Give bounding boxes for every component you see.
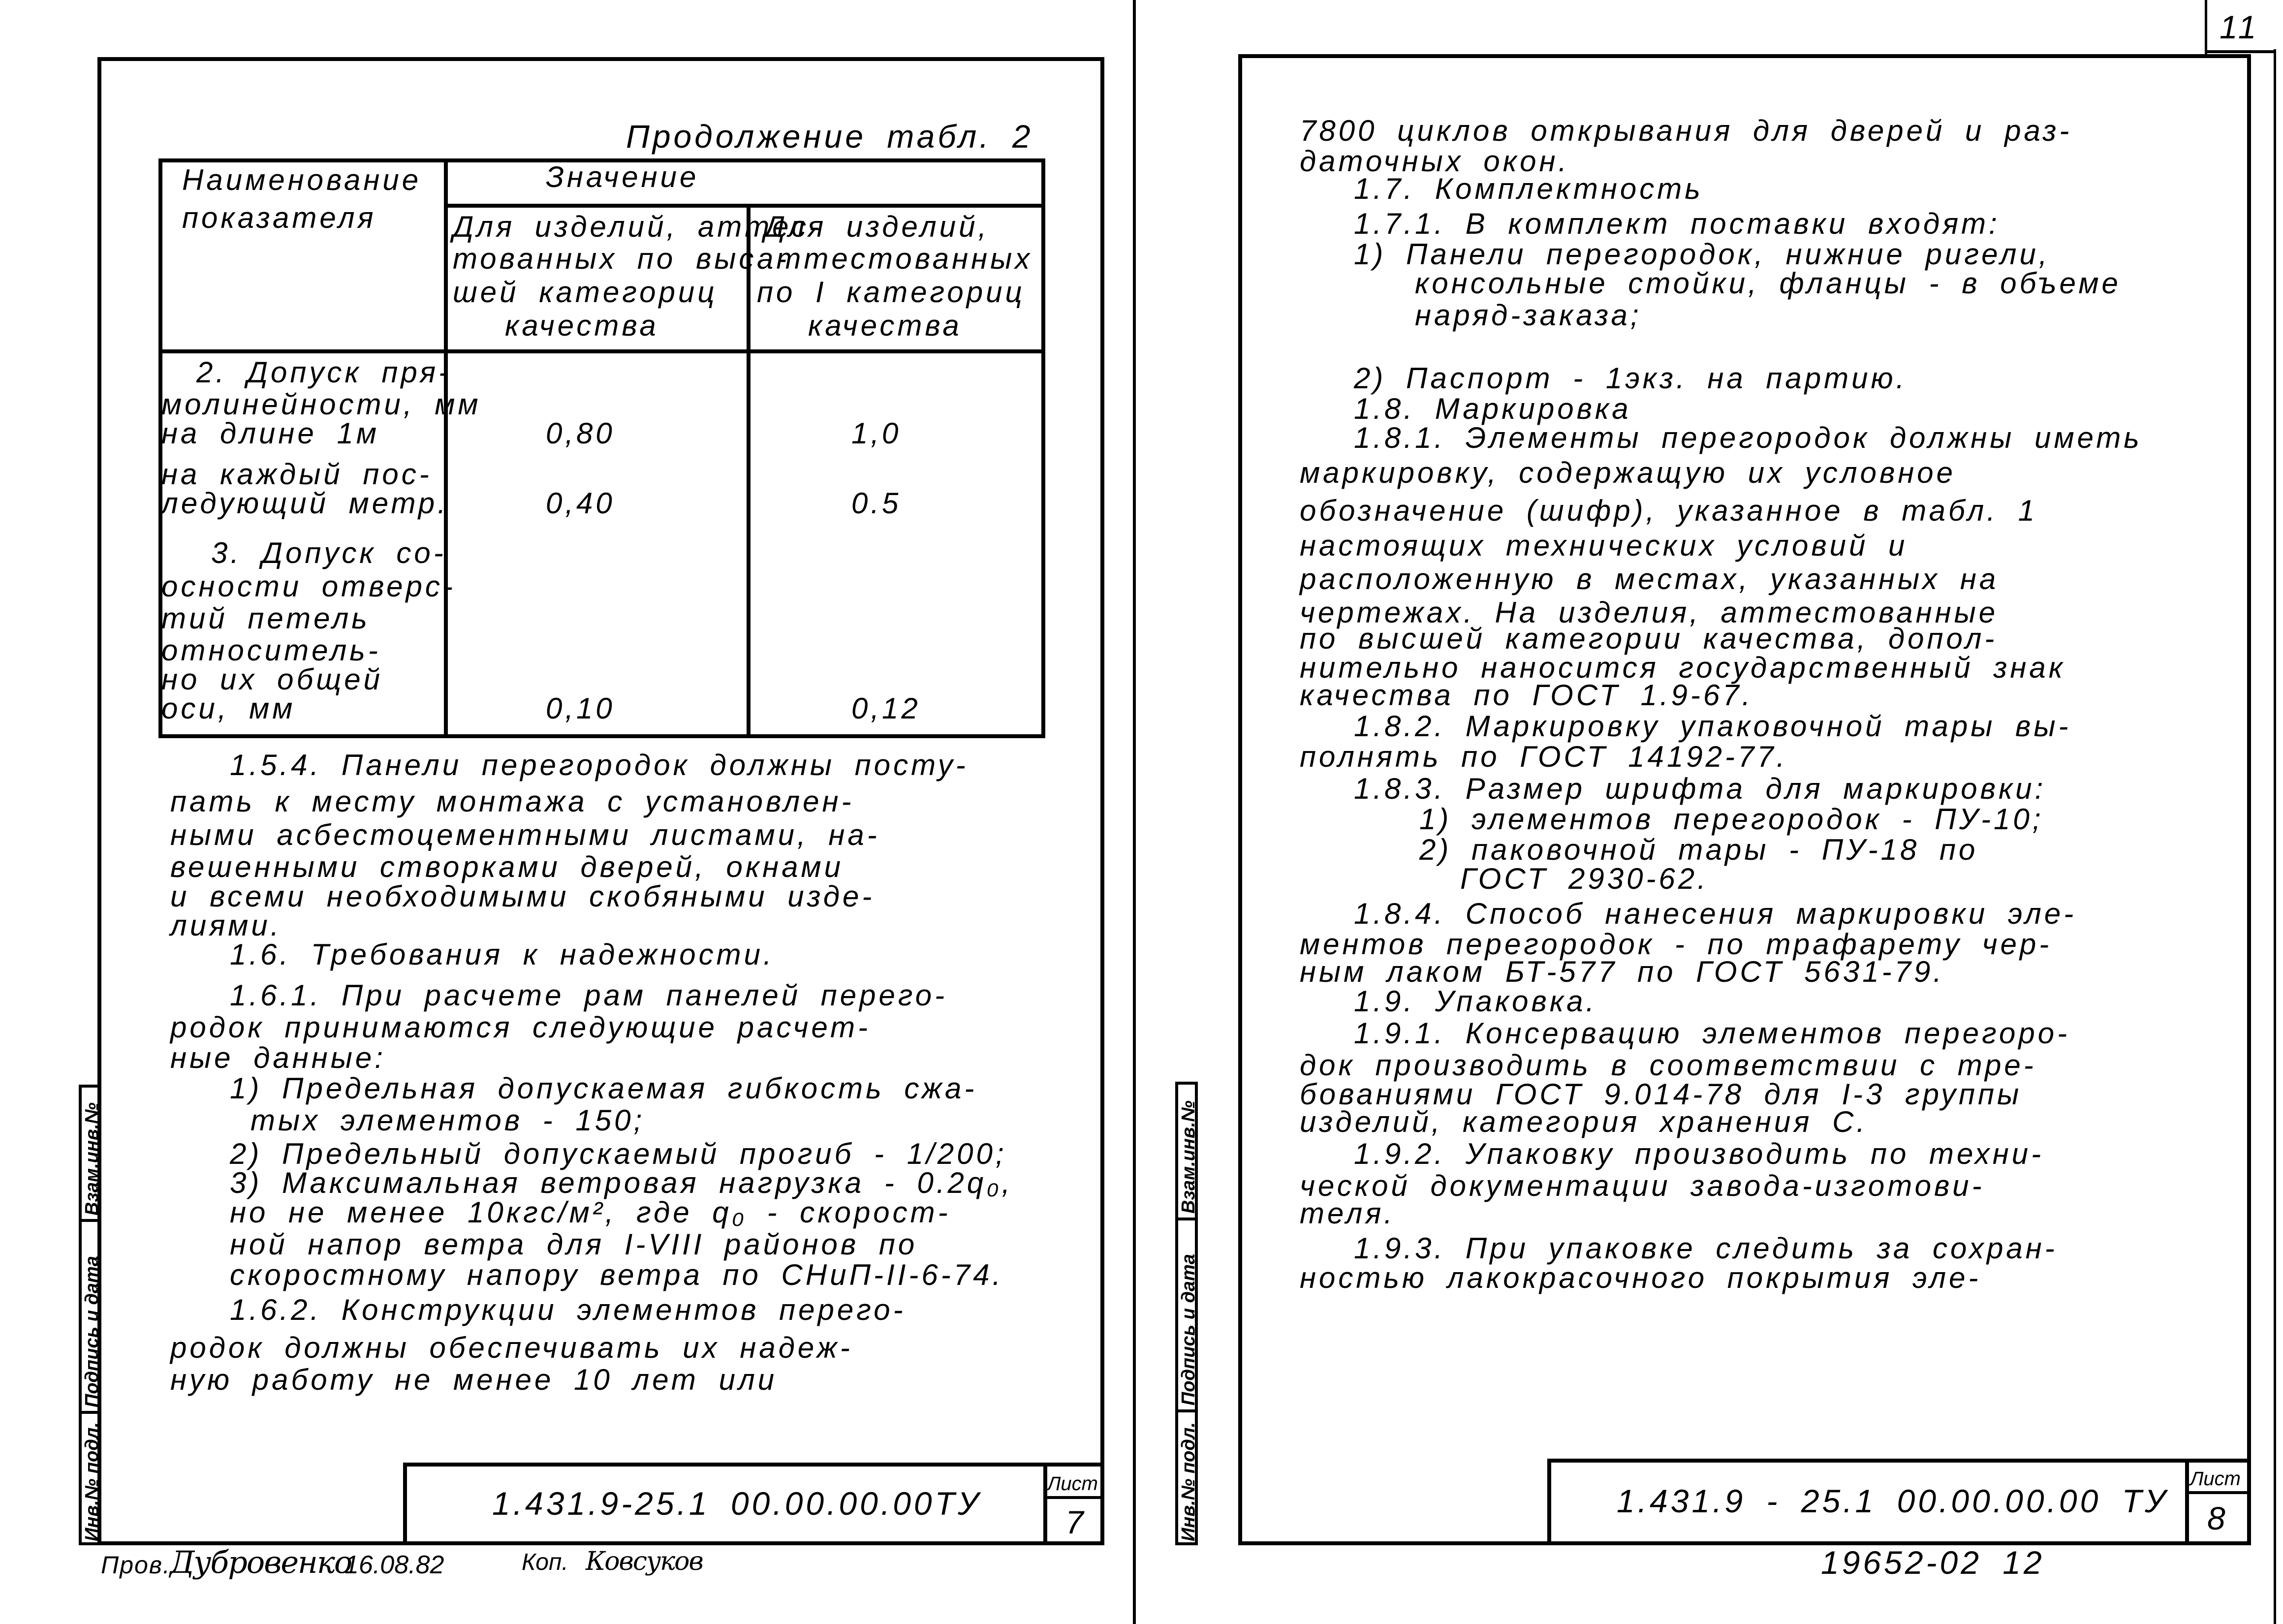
- body-text-line: родок должны обеспечивать их надеж-: [170, 1331, 853, 1364]
- corner-box-left: [2205, 0, 2207, 54]
- body-text-line: качества по ГОСТ 1.9-67.: [1300, 679, 1753, 712]
- checked-label: Пров.: [101, 1551, 171, 1579]
- body-text-line: ными асбестоцементными листами, на-: [170, 818, 880, 851]
- body-text-line: но не менее 10кгс/м², где q₀ - скорост-: [230, 1196, 951, 1229]
- table-row-name: 3. Допуск со-: [211, 536, 446, 569]
- body-text-line: 1.9.1. Консервацию элементов перегоро-: [1354, 1017, 2070, 1050]
- body-text-line: 1.8.3. Размер шрифта для маркировки:: [1354, 772, 2046, 805]
- body-text-line: нительно наносится государственный знак: [1300, 651, 2066, 684]
- body-text-line: док производить в соответствии с тре-: [1300, 1049, 2036, 1082]
- body-text-line: обозначение (шифр), указанное в табл. 1: [1300, 494, 2037, 527]
- table-row-name: оси, мм: [161, 692, 296, 725]
- body-text-line: родок принимаются следующие расчет-: [170, 1011, 871, 1044]
- body-text-line: наряд-заказа;: [1415, 299, 1642, 332]
- table-header-first-category: Для изделий,: [764, 210, 990, 243]
- body-text-line: расположенную в местах, указанных на: [1300, 562, 1999, 595]
- body-text-line: 1.5.4. Панели перегородок должны посту-: [230, 749, 969, 781]
- table-group-header-line: [444, 204, 1045, 208]
- stamp-replacement-inv: Взам.инв.№: [1178, 1100, 1199, 1214]
- sheet-number: 8: [2207, 1500, 2228, 1536]
- table-row-name: на длине 1м: [161, 417, 379, 450]
- body-text-line: 1) Панели перегородок, нижние ригели,: [1354, 238, 2050, 271]
- table-row-name: ледующий метр.: [161, 487, 449, 520]
- body-text-line: 1) Предельная допускаемая гибкость сжа-: [230, 1072, 977, 1105]
- table-header-bottom: [158, 349, 1045, 353]
- table-row-name: молинейности, мм: [161, 388, 481, 421]
- body-text-line: ментов перегородок - по трафарету чер-: [1300, 928, 2052, 961]
- table-header-first-category: качества: [808, 309, 962, 342]
- body-text-line: бованиями ГОСТ 9.014-78 для I-3 группы: [1300, 1078, 2022, 1111]
- body-text-line: 1.9. Упаковка.: [1354, 985, 1597, 1018]
- title-block-divider: [1043, 1463, 1047, 1545]
- body-text-line: изделий, категория хранения С.: [1300, 1105, 1868, 1138]
- table-cell-value: 0,10: [546, 692, 615, 725]
- table-cell-value: 0,12: [851, 692, 921, 725]
- right-edge-line: [2274, 49, 2276, 1624]
- table-row-name: осности отверс-: [161, 570, 456, 603]
- body-text-line: 1.6.2. Конструкции элементов перего-: [230, 1293, 906, 1326]
- table-header-top-category: качества: [505, 309, 659, 342]
- document-code: 1.431.9 - 25.1 00.00.00.00 ТУ: [1617, 1483, 2169, 1519]
- body-text-line: вешенными створками дверей, окнами: [170, 850, 844, 883]
- table-header-top-category: тованных по выс -: [453, 242, 790, 275]
- sheet-number: 7: [1065, 1504, 1087, 1540]
- body-text-line: 1.9.2. Упаковку производить по техни-: [1354, 1137, 2044, 1170]
- body-text-line: ную работу не менее 10 лет или: [170, 1363, 778, 1396]
- body-text-line: ческой документации завода-изготови-: [1300, 1169, 1985, 1202]
- body-text-line: 1.9.3. При упаковке следить за сохран-: [1354, 1232, 2058, 1265]
- body-text-line: 7800 циклов открывания для дверей и раз-: [1300, 114, 2072, 147]
- table-row-name: но их общей: [161, 663, 383, 696]
- document-code: 1.431.9-25.1 00.00.00.00ТУ: [492, 1485, 982, 1522]
- body-text-line: и всеми необходимыми скобяными изде-: [170, 880, 875, 913]
- table-cell-value: 0,40: [546, 487, 615, 520]
- body-text-line: 1) элементов перегородок - ПУ-10;: [1419, 803, 2044, 836]
- table-col-divider: [444, 158, 448, 738]
- stamp-replacement-inv: Взам.инв.№: [82, 1102, 102, 1216]
- body-text-line: 1.7. Комплектность: [1354, 172, 1703, 205]
- body-text-line: 1.8.1. Элементы перегородок должны иметь: [1354, 421, 2142, 454]
- body-text-line: консольные стойки, фланцы - в объеме: [1415, 267, 2121, 300]
- archive-number: 19652-02 12: [1821, 1544, 2045, 1581]
- table-header-first-category: аттестованных: [757, 242, 1033, 275]
- body-text-line: даточных окон.: [1300, 145, 1570, 178]
- body-text-line: 2) Паспорт - 1экз. на партию.: [1354, 362, 1908, 395]
- stamp-divider: [79, 1411, 101, 1414]
- page-divider: [1133, 0, 1136, 1624]
- stamp-original-inv: Инв.№ подл.: [82, 1422, 102, 1541]
- body-text-line: ной напор ветра для I-VIII районов по: [230, 1228, 918, 1261]
- body-text-line: ГОСТ 2930-62.: [1460, 862, 1709, 895]
- table-header-top-category: шей категориц: [453, 276, 718, 309]
- body-text-line: маркировку, содержащую их условное: [1300, 456, 1956, 489]
- body-text-line: чертежах. На изделия, аттестованные: [1300, 596, 1999, 629]
- table-header-top-category: Для изделий, аттес-: [453, 210, 822, 243]
- body-text-line: ным лаком БТ-577 по ГОСТ 5631-79.: [1300, 955, 1945, 988]
- body-text-line: ные данные:: [170, 1041, 386, 1074]
- table-row-name: тий петель: [161, 602, 370, 635]
- body-text-line: 1.6.1. При расчете рам панелей перего-: [230, 979, 948, 1012]
- table-col-divider: [747, 204, 751, 738]
- corner-box-bottom: [2205, 50, 2276, 53]
- table-cell-value: 0.5: [851, 487, 902, 520]
- body-text-line: тых элементов - 150;: [250, 1104, 645, 1137]
- body-text-line: полнять по ГОСТ 14192-77.: [1300, 740, 1788, 773]
- stamp-divider: [1175, 1218, 1198, 1220]
- body-text-line: теля.: [1300, 1197, 1395, 1230]
- stamp-signature-date: Подпись и дата: [82, 1255, 102, 1407]
- stamp-divider: [79, 1219, 101, 1222]
- stamp-original-inv: Инв.№ подл.: [1178, 1422, 1199, 1541]
- sheet-label: Лист: [1047, 1473, 1098, 1495]
- body-text-line: лиями.: [170, 909, 282, 942]
- stamp-signature-date: Подпись и дата: [1178, 1253, 1199, 1405]
- table-caption: Продолжение табл. 2: [626, 118, 1033, 155]
- table-header-name: Наименование: [182, 163, 422, 196]
- table-row-name: 2. Допуск пря-: [196, 356, 452, 389]
- body-text-line: по высшей категории качества, допол-: [1300, 622, 1998, 655]
- checked-date: 16.08.82: [344, 1551, 444, 1579]
- stamp-divider: [1175, 1409, 1198, 1412]
- body-text-line: ностью лакокрасочного покрытия эле-: [1300, 1261, 1981, 1294]
- sheet-label: Лист: [2190, 1468, 2241, 1490]
- corner-page-number: 11: [2220, 9, 2259, 45]
- body-text-line: 1.8. Маркировка: [1354, 392, 1631, 425]
- table-cell-value: 0,80: [546, 417, 615, 450]
- table-header-name: показателя: [182, 201, 376, 234]
- copy-label: Коп.: [522, 1549, 568, 1575]
- body-text-line: 1.7.1. В комплект поставки входят:: [1354, 207, 2000, 240]
- copy-signature: Ковсуков: [586, 1547, 703, 1576]
- table-cell-value: 1,0: [851, 417, 902, 450]
- body-text-line: 1.8.2. Маркировку упаковочной тары вы-: [1354, 710, 2071, 743]
- body-text-line: 1.8.4. Способ нанесения маркировки эле-: [1354, 897, 2077, 930]
- body-text-line: 1.6. Требования к надежности.: [230, 938, 775, 971]
- body-text-line: пать к месту монтажа с установлен-: [170, 785, 854, 818]
- title-block-divider: [2185, 1459, 2189, 1545]
- body-text-line: скоростному напору ветра по СНиП-II-6-74.: [230, 1258, 1004, 1291]
- body-text-line: 2) паковочной тары - ПУ-18 по: [1419, 833, 1978, 866]
- table-row-name: относитель-: [161, 634, 381, 667]
- table-header-first-category: по I категориц: [757, 276, 1025, 309]
- body-text-line: 2) Предельный допускаемый прогиб - 1/200;: [230, 1137, 1007, 1170]
- body-text-line: настоящих технических условий и: [1300, 529, 1908, 562]
- body-text-line: 3) Максимальная ветровая нагрузка - 0.2q₀,: [230, 1166, 1013, 1199]
- table-row-name: на каждый пос-: [161, 458, 432, 491]
- checked-signature: Дубровенко: [170, 1544, 352, 1580]
- table-header-value: Значение: [546, 160, 699, 193]
